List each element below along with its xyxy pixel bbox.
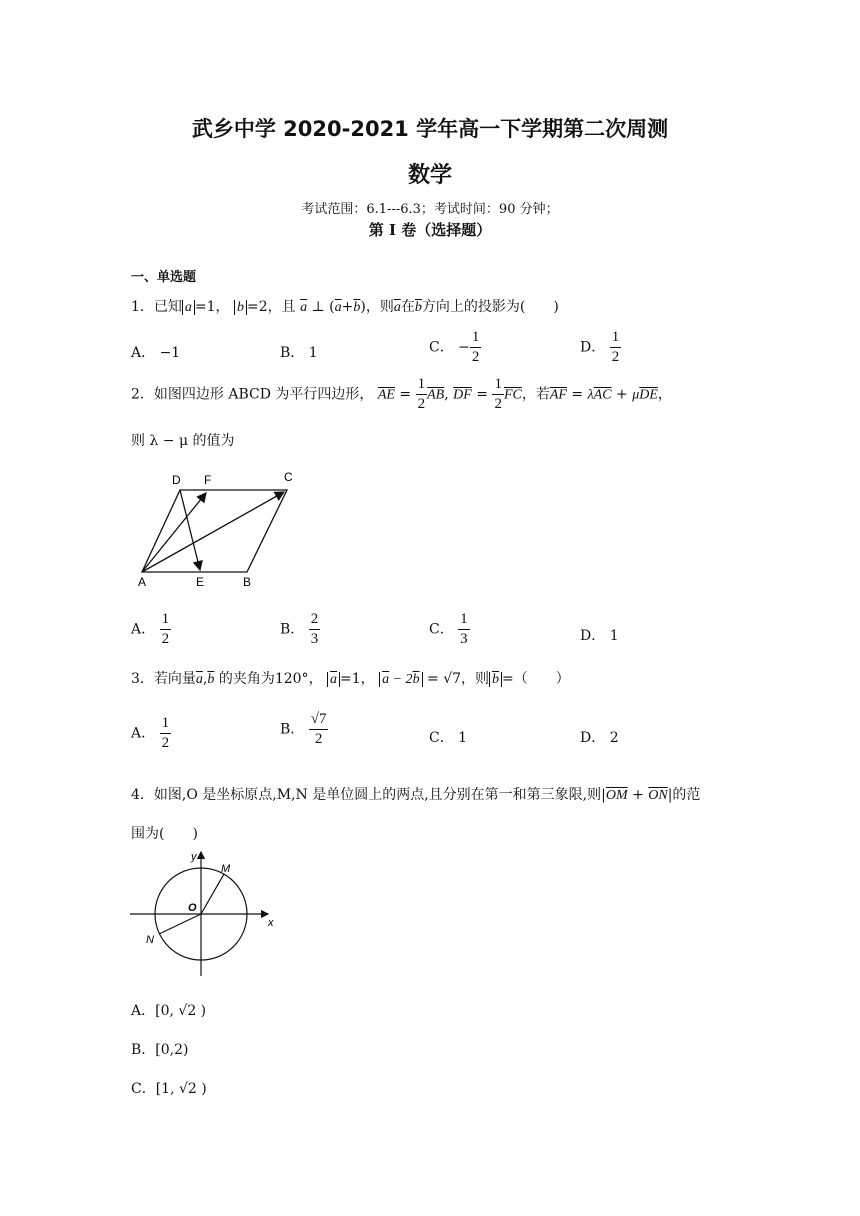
label-b: B <box>243 575 252 589</box>
label-c: C <box>284 470 293 484</box>
subject-title: 数学 <box>407 163 452 188</box>
label-f: F <box>204 473 212 487</box>
label-o: O <box>188 902 197 914</box>
unit-circle-figure <box>128 846 278 980</box>
q2-option-a: A． $\frac{1}{2}$ <box>131 611 170 647</box>
section-title: 第 I 卷（选择题） <box>368 221 492 239</box>
q4-option-a: A．[0, √2 ) <box>131 1003 207 1019</box>
exam-title: 武乡中学 2020-2021 学年高一下学期第二次周测 <box>191 117 669 141</box>
exam-meta: 考试范围：6.1---6.3；考试时间：90 分钟； <box>301 202 559 217</box>
q4-option-b: B．[0,2) <box>131 1042 189 1058</box>
q2-option-c: C． $\frac{1}{3}$ <box>429 611 468 647</box>
question-1: 1．已知 a =1， b =2，且 $\overline{a}$ ⊥ $(\overline{a}+\overline{b})$，则$\overline{a}$在$\overline{b}$方向上的投影为( ) <box>131 299 559 315</box>
q3-option-c: C． 1 <box>429 730 468 746</box>
part-heading: 一、单选题 <box>131 270 197 285</box>
question-2-line2: 则 λ − μ 的值为 <box>131 433 235 449</box>
label-a: A <box>138 575 147 589</box>
label-d: D <box>172 473 181 487</box>
q1-option-b: B． 1 <box>280 345 318 361</box>
q3-option-d: D． 2 <box>580 730 619 746</box>
norm-a: a <box>182 300 195 315</box>
q2-option-d: D． 1 <box>580 628 619 644</box>
label-n: N <box>146 934 154 946</box>
label-x: x <box>268 917 274 929</box>
norm-b: b <box>234 300 247 315</box>
q4-option-c: C．[1, √2 ) <box>131 1081 207 1097</box>
label-e: E <box>196 575 205 589</box>
question-3: 3．若向量$\overline{a},\overline{b}$ 的夹角为120°， $\overline{a} =1$， $\overline{a} - 2\overline{b} = √7$，则 $\overline{b}$ =（ ） <box>131 671 570 687</box>
q1-option-d: D． $\frac{1}{2}$ <box>580 329 620 365</box>
q3-option-b: B． $\frac{√7}{2}$ <box>280 711 327 747</box>
label-m: M <box>221 863 231 875</box>
question-4-line1: 4．如图,O 是坐标原点,M,N 是单位圆上的两点,且分别在第一和第三象限,则$|\overline{OM} + \overline{ON}|$的范 <box>131 787 701 803</box>
q3-option-a: A． $\frac{1}{2}$ <box>131 715 170 751</box>
question-2-line1: 2．如图四边形 ABCD 为平行四边形， $\overline{AE}$ = $\frac{1}{2}$ $\overline{AB}$, $\overline{DF}$ = $\frac{1}{2}$ $\overline{FC}$，若$\overline{AF} = \lambda\overline{AC} + \mu\overline{DE}$， <box>131 376 672 412</box>
q2-option-b: B． $\frac{2}{3}$ <box>280 611 319 647</box>
q1-option-c: C． − $\frac{1}{2}$ <box>429 329 480 365</box>
question-4-line2: 围为( ) <box>131 826 198 842</box>
q1-option-a: A． −1 <box>131 345 181 361</box>
parallelogram-figure <box>132 466 302 590</box>
label-y: y <box>191 851 197 863</box>
